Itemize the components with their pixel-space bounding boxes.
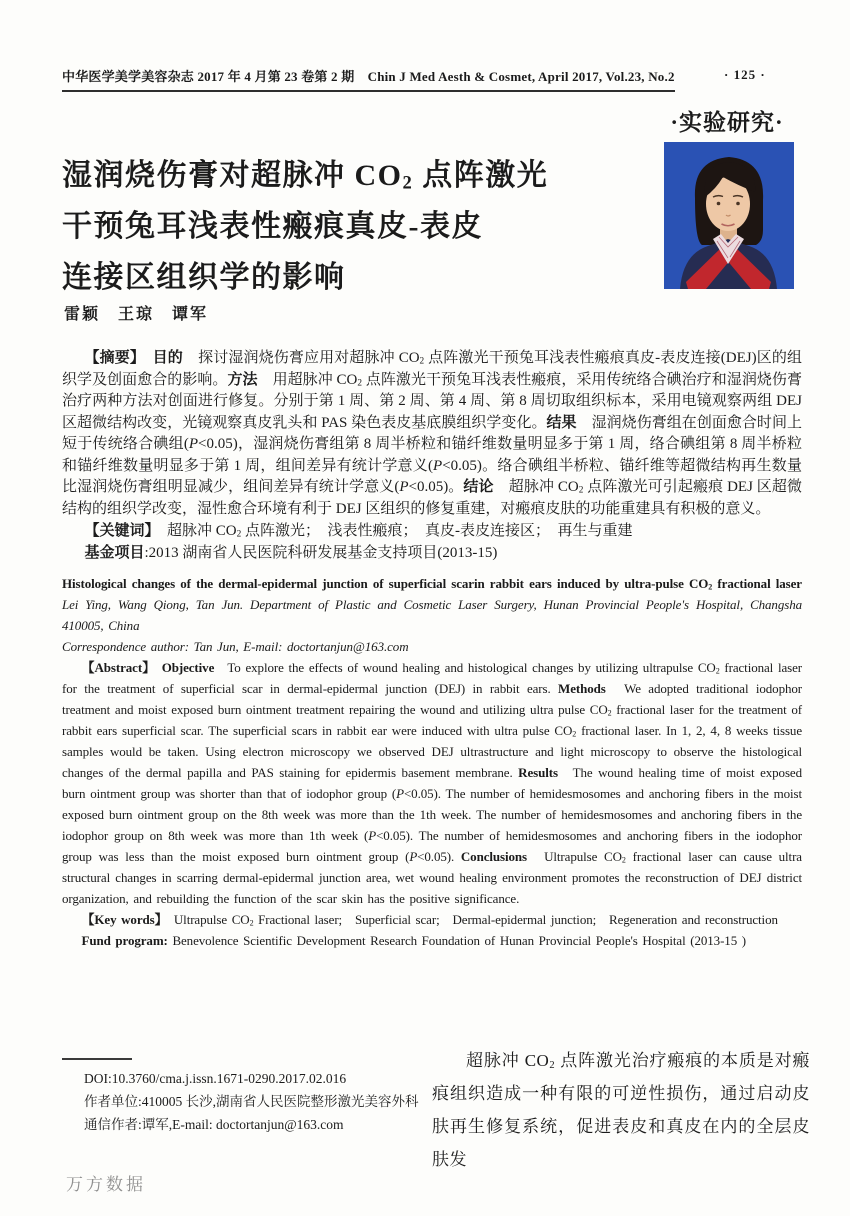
title-line-3: 连接区组织学的影响 bbox=[62, 261, 346, 294]
keywords-cn: 【关键词】 超脉冲 $CO_2$ 点阵激光； 浅表性瘢痕； 真皮-表皮连接区； 再生与重建 bbox=[84, 523, 633, 540]
abstract-cn: 【摘要】 目的 探讨湿润烧伤膏应用对超脉冲 $CO_2$ 点阵激光干预兔耳浅表性瘢痕真皮-表皮连接(DEJ)区的组织学及创面愈合的影响。方法 用超脉冲 $CO_2$ 点阵激光干预兔耳浅表性瘢痕，采用传统络合碘治疗和湿润烧伤膏治疗两种方法对创面进行修复。分别于第 1 周、第 2 周、第 4 周、第 8 周切取组织标本，采用电镜观察两组 DEJ 区超微结构改变，光镜观察真皮乳头和 PAS 染色表皮基底膜组织学变化。结果 湿润烧伤膏组在创面愈合时间上短于传统络合碘组(P<0.05)，湿润烧伤膏组第 8 周半桥粒和锚纤维数量明显多于第 1 周，络合碘组第 8 周半桥粒和锚纤维数量明显多于第 1 周，组间差异有统计学意义(P<0.05)。络合碘组半桥粒、锚纤维等超微结构再生数量比湿润烧伤膏组明显减少，组间差异有统计学意义(P<0.05)。结论 超脉冲 $CO_2$ 点阵激光可引起瘢痕 DEJ 区超微结构的组织学改变，湿性愈合环境有利于 DEJ 区组织的修复重建，对瘢痕皮肤的功能重建具有积极的意义。 bbox=[62, 350, 802, 517]
title-line-1: 湿润烧伤膏对超脉冲 $CO_2$ 点阵激光 bbox=[62, 159, 549, 194]
author-photo bbox=[664, 142, 794, 289]
fund-en: Fund program: Benevolence Scientific Development Research Foundation of Hunan Provincial People's Hospital (2013-15 ) bbox=[81, 933, 746, 948]
page-header bbox=[62, 66, 822, 92]
footnote-doi: DOI:10.3760/cma.j.issn.1671-0290.2017.02.016 bbox=[84, 1071, 347, 1086]
left-eye bbox=[717, 202, 721, 206]
footnote bbox=[62, 1058, 434, 1136]
page-number: · 125 · bbox=[724, 67, 766, 82]
main-content bbox=[62, 348, 802, 951]
article-title bbox=[62, 150, 662, 303]
watermark: 万方数据 bbox=[66, 1175, 146, 1194]
keywords-en: 【Key words】 Ultrapulse $CO_2$ Fractional laser; Superficial scar; Dermal-epidermal junction; Regeneration and reconstruction bbox=[81, 912, 778, 928]
continuation-paragraph: 超脉冲 $CO_2$ 点阵激光治疗瘢痕的本质是对瘢痕组织造成一种有限的可逆性损伤，通过启动皮肤再生修复系统，促进表皮和真皮在内的全层皮肤发 bbox=[432, 1051, 810, 1169]
abstract-en: 【Abstract】 Objective To explore the effects of wound healing and histological changes by utilizing ultrapulse $CO_2$ fractional laser for the treatment of superficial scar in dermal-epidermal junction (DEJ) in rabbit ears. Methods We adopted traditional iodophor treatment and moist exposed burn ointment treatment repairing the wound and utilizing ultra pulse $CO_2$ fractional laser for the treatment of rabbit ears superficial scar. The superficial scars in rabbit ear were induced with ultra pulse $CO_2$ fractional laser. In 1, 2, 4, 8 weeks tissue samples would be taken. Using electron microscopy we observed DEJ ultrastructure and light microscopy to observe the histological changes of the dermal papilla and PAS staining for epidermis basement membrane. Results The wound healing time of moist exposed burn ointment group was shorter than that of iodophor group (P<0.05). The number of hemidesmosomes and anchoring fibers in the moist exposed burn ointment group on the 8th week was more than the 1th week. The number of hemidesmosomes and anchoring fibers in the iodophor group on 8th week was more than 1th week (P<0.05). The number of hemidesmosomes and anchoring fibers in the iodophor group was less than the moist exposed burn ointment group (P<0.05). Conclusions Ultrapulse $CO_2$ fractional laser can cause ultra structural changes in scarring dermal-epidermal junction area, wet wound healing environment promotes the reconstruction of DEJ district organization, and rebuilding the function of the scar skin has the positive significance. bbox=[62, 660, 803, 906]
footnote-divider bbox=[62, 1058, 132, 1060]
journal-info: 中华医学美学美容杂志 2017 年 4 月第 23 卷第 2 期 Chin J Med Aesth & Cosmet, April 2017, Vol.23, No.2 bbox=[62, 66, 675, 92]
right-eye bbox=[736, 202, 740, 206]
footnote-correspondence: 通信作者:谭军,E-mail: doctortanjun@163.com bbox=[84, 1117, 344, 1132]
section-label: ·实验研究· bbox=[670, 110, 784, 135]
title-line-2: 干预兔耳浅表性瘢痕真皮-表皮 bbox=[62, 210, 483, 243]
english-title: Histological changes of the dermal-epidermal junction of superficial scarin rabbit ears induced by ultra-pulse $CO_2$ fractional laser Lei Ying, Wang Qiong, Tan Jun. Department of Plastic and Cosmetic Laser Surgery, Hunan Provincial People's Hospital, Changsha 410005, China bbox=[62, 576, 802, 633]
authors-cn: 雷颖 王琼 谭军 bbox=[64, 306, 209, 323]
footnote-affiliation: 作者单位:410005 长沙,湖南省人民医院整形激光美容外科 bbox=[84, 1094, 419, 1109]
fund-cn: 基金项目:2013 湖南省人民医院科研发展基金支持项目(2013-15) bbox=[84, 545, 498, 561]
english-section bbox=[62, 573, 802, 951]
correspondence-line: Correspondence author: Tan Jun, E-mail: doctortanjun@163.com bbox=[62, 639, 409, 654]
